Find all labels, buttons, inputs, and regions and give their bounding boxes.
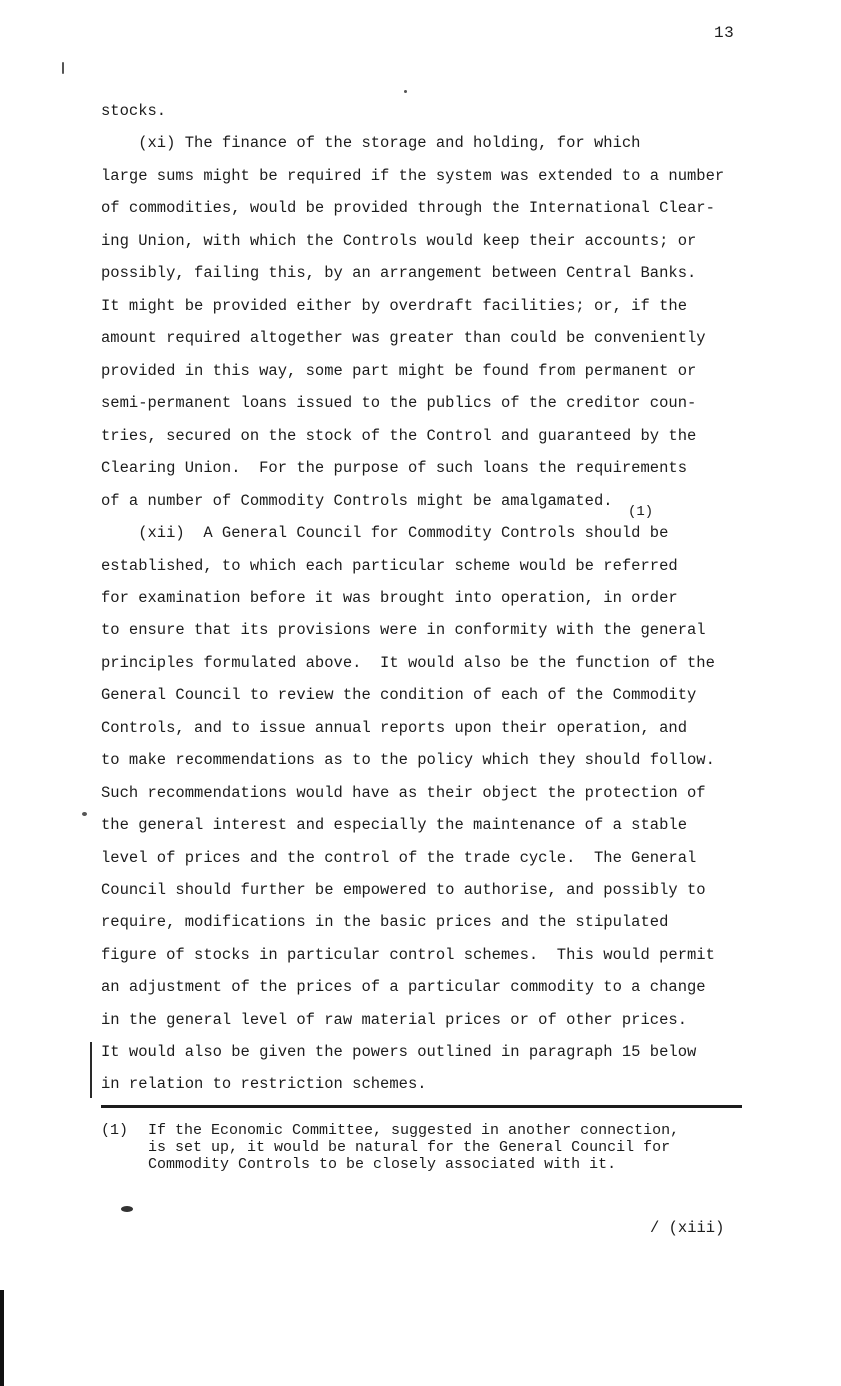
margin-revision-bar	[90, 1042, 92, 1098]
body-line: (xii) A General Council for Commodity Controls should be	[101, 524, 669, 542]
body-line: It might be provided either by overdraft facilities; or, if the	[101, 297, 687, 315]
body-line: Council should further be empowered to authorise, and possibly to	[101, 881, 706, 899]
footnote-line: is set up, it would be natural for the General Council for	[148, 1139, 671, 1156]
footnote-marker: (1)	[628, 504, 654, 520]
body-line: to make recommendations as to the policy which they should follow.	[101, 751, 715, 769]
body-line: Controls, and to issue annual reports upon their operation, and	[101, 719, 687, 737]
body-line: level of prices and the control of the trade cycle. The General	[101, 849, 697, 867]
catchword: / (xiii)	[650, 1219, 725, 1237]
footnote-line: If the Economic Committee, suggested in another connection,	[148, 1122, 680, 1139]
footnote-line: Commodity Controls to be closely associated with it.	[148, 1156, 617, 1173]
body-line: established, to which each particular scheme would be referred	[101, 557, 678, 575]
body-line: ing Union, with which the Controls would keep their accounts; or	[101, 232, 697, 250]
scan-edge-mark	[0, 1290, 4, 1386]
scan-speck	[121, 1206, 133, 1212]
body-line: the general interest and especially the maintenance of a stable	[101, 816, 687, 834]
body-line: require, modifications in the basic prices and the stipulated	[101, 913, 669, 931]
body-line: an adjustment of the prices of a particular commodity to a change	[101, 978, 706, 996]
body-line: Such recommendations would have as their object the protection of	[101, 784, 706, 802]
body-line: General Council to review the condition of each of the Commodity	[101, 686, 697, 704]
body-line: large sums might be required if the system was extended to a number	[101, 167, 725, 185]
body-line: tries, secured on the stock of the Control and guaranteed by the	[101, 427, 697, 445]
body-line: stocks.	[101, 102, 167, 120]
scan-speck	[404, 90, 407, 93]
body-line: for examination before it was brought into operation, in order	[101, 589, 678, 607]
body-line: semi-permanent loans issued to the publics of the creditor coun-	[101, 394, 697, 412]
body-line: principles formulated above. It would also be the function of the	[101, 654, 715, 672]
body-line: to ensure that its provisions were in conformity with the general	[101, 621, 706, 639]
body-line: figure of stocks in particular control schemes. This would permit	[101, 946, 715, 964]
body-line: of a number of Commodity Controls might be amalgamated.	[101, 492, 613, 510]
body-line: of commodities, would be provided through the International Clear-	[101, 199, 715, 217]
footnote-rule	[101, 1105, 742, 1108]
body-line: It would also be given the powers outlined in paragraph 15 below	[101, 1043, 697, 1061]
scan-speck	[82, 812, 87, 816]
page-number: 13	[714, 24, 735, 42]
body-line: Clearing Union. For the purpose of such loans the requirements	[101, 459, 687, 477]
body-line: amount required altogether was greater than could be conveniently	[101, 329, 706, 347]
body-line: (xi) The finance of the storage and holding, for which	[101, 134, 641, 152]
scan-speck	[62, 62, 64, 74]
body-line: possibly, failing this, by an arrangement between Central Banks.	[101, 264, 697, 282]
body-line: in relation to restriction schemes.	[101, 1075, 427, 1093]
body-line: provided in this way, some part might be found from permanent or	[101, 362, 697, 380]
body-line: in the general level of raw material prices or of other prices.	[101, 1011, 687, 1029]
footnote-number: (1)	[101, 1122, 129, 1139]
